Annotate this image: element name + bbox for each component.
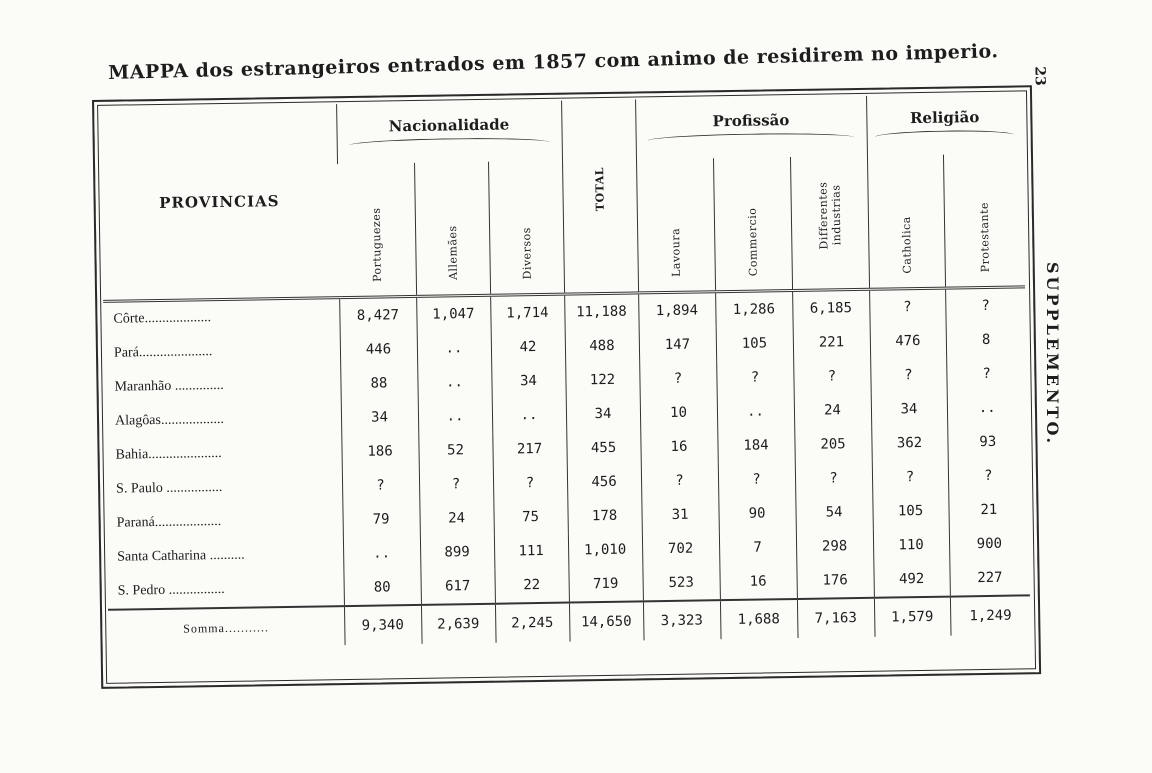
table-cell: ? <box>869 288 946 325</box>
table-cell: 22 <box>494 568 569 604</box>
province-name: Paraná................... <box>116 514 222 531</box>
sum-cell: 1,249 <box>950 595 1031 635</box>
sum-cell: 1,579 <box>874 597 951 637</box>
province-name: S. Pedro ................ <box>117 581 225 599</box>
table-cell: 186 <box>341 434 419 469</box>
table-cell: 54 <box>795 495 873 530</box>
province-name: S. Paulo ................ <box>115 480 223 497</box>
province-name: Bahia..................... <box>115 446 222 463</box>
table-cell: ? <box>948 458 1029 493</box>
table-cell: 446 <box>340 332 418 367</box>
table-cell: 178 <box>567 498 642 533</box>
table-cell: 10 <box>640 395 718 430</box>
sum-cell: 9,340 <box>344 605 422 645</box>
province-name: Côrte................... <box>113 310 212 327</box>
province-name: Alagôas.................. <box>114 411 225 429</box>
table-cell: 110 <box>873 528 950 563</box>
table-cell: 34 <box>566 396 641 431</box>
table-cell: 122 <box>565 362 640 397</box>
col-catholica-header: Catholica <box>867 155 945 290</box>
table-cell: 16 <box>640 429 718 464</box>
table-cell: 205 <box>794 427 872 462</box>
table-cell: .. <box>418 399 493 434</box>
table-cell: 34 <box>871 392 948 427</box>
sum-cell: 2,245 <box>495 603 570 643</box>
table-cell: 899 <box>420 535 495 570</box>
table-cell: 147 <box>639 327 717 362</box>
group-profissao: Profissão <box>635 96 867 160</box>
table-cell: 217 <box>492 432 567 467</box>
table-cell: .. <box>417 365 492 400</box>
table-cell: 492 <box>873 562 950 598</box>
col-protestante-header: Protestante <box>943 153 1025 288</box>
col-total-header: TOTAL <box>561 99 638 294</box>
table-cell: 42 <box>491 330 566 365</box>
table-cell: 105 <box>872 494 949 529</box>
col-lavoura-header: Lavoura <box>636 158 715 293</box>
table-cell: 8 <box>946 322 1027 357</box>
sum-cell: 14,650 <box>569 601 644 641</box>
table-cell: 1,010 <box>568 532 643 567</box>
table-cell: .. <box>417 331 492 366</box>
table-cell: 1,286 <box>715 291 793 328</box>
table-cell: ? <box>342 468 420 503</box>
page-number: 23 <box>1031 66 1048 86</box>
table-cell: 488 <box>565 328 640 363</box>
col-industrias-header: Differentes industrias <box>790 156 869 291</box>
table-cell: 1,047 <box>416 295 491 332</box>
table-cell: 80 <box>343 570 421 606</box>
table-cell: 455 <box>566 430 641 465</box>
table-cell: ? <box>639 361 717 396</box>
table-cell: 11,188 <box>564 293 639 330</box>
sum-cell: 3,323 <box>643 600 721 640</box>
table-body <box>103 287 1030 649</box>
table-cell: 8,427 <box>339 296 417 333</box>
table-cell: 227 <box>949 560 1030 596</box>
table-cell: 105 <box>716 326 794 361</box>
table-cell: ? <box>872 460 949 495</box>
table-cell: 34 <box>341 400 419 435</box>
side-label: SUPPLEMENTO. <box>1043 262 1062 447</box>
table-cell: 184 <box>717 428 795 463</box>
table-cell: ? <box>493 466 568 501</box>
col-portuguezes-header: Portuguezes <box>337 163 416 298</box>
col-allemaes-header: Allemães <box>414 162 490 297</box>
table-cell: 6,185 <box>792 289 870 326</box>
table-cell: ? <box>716 360 794 395</box>
table-cell: .. <box>343 536 421 571</box>
table-cell: 476 <box>870 324 947 359</box>
table-cell: 88 <box>340 366 418 401</box>
sum-cell: 1,688 <box>720 599 798 639</box>
table-cell: 52 <box>418 433 493 468</box>
table-cell: 21 <box>948 492 1029 527</box>
immigration-table <box>100 93 1030 648</box>
col-commercio-header: Commercio <box>713 157 792 292</box>
table-cell: 362 <box>871 426 948 461</box>
table-cell: 24 <box>419 501 494 536</box>
table-cell: 90 <box>718 496 796 531</box>
table-cell: .. <box>492 398 567 433</box>
table-cell: 7 <box>719 530 797 565</box>
table-cell: 31 <box>641 497 719 532</box>
table-cell: ? <box>946 356 1027 391</box>
province-name: Santa Catharina .......... <box>117 547 245 565</box>
table-cell: 702 <box>642 531 720 566</box>
table-cell: 900 <box>949 526 1030 561</box>
table-cell: 176 <box>796 563 874 599</box>
sum-cell: 2,639 <box>421 604 496 644</box>
table-cell: ? <box>641 463 719 498</box>
table-cell: .. <box>717 394 795 429</box>
table-cell: 456 <box>567 464 642 499</box>
table-cell: ? <box>419 467 494 502</box>
province-name: Pará..................... <box>113 344 213 361</box>
table-cell: 1,894 <box>638 292 716 329</box>
province-name: Maranhão .............. <box>114 377 224 395</box>
group-nacionalidade: Nacionalidade <box>336 101 562 165</box>
provincias-header: PROVINCIAS <box>100 104 339 301</box>
table-cell: ? <box>945 287 1026 324</box>
table-cell: .. <box>947 390 1028 425</box>
page-title: MAPPA dos estrangeiros entrados em 1857 com animo de residirem no imperio. <box>108 40 999 84</box>
table-cell: 79 <box>342 502 420 537</box>
table-cell: 16 <box>719 564 797 600</box>
table-cell: 34 <box>491 364 566 399</box>
table-cell: 111 <box>494 534 569 569</box>
table-cell: ? <box>718 462 796 497</box>
table-cell: 298 <box>796 529 874 564</box>
table-cell: 1,714 <box>490 294 565 331</box>
table-cell: 617 <box>420 569 495 605</box>
table-cell: 75 <box>493 500 568 535</box>
table-cell: 93 <box>947 424 1028 459</box>
table-cell: 221 <box>793 325 871 360</box>
table-cell: ? <box>795 461 873 496</box>
table-frame <box>92 85 1041 689</box>
col-diversos-header: Diversos <box>488 161 564 296</box>
group-religiao: Religião <box>866 93 1023 155</box>
sum-cell: 7,163 <box>797 598 875 638</box>
table-cell: 719 <box>568 566 643 602</box>
sum-label: Somma........... <box>108 606 345 649</box>
table-cell: 523 <box>642 565 720 601</box>
table-cell: 24 <box>794 393 872 428</box>
table-cell: ? <box>793 359 871 394</box>
table-cell: ? <box>870 358 947 393</box>
